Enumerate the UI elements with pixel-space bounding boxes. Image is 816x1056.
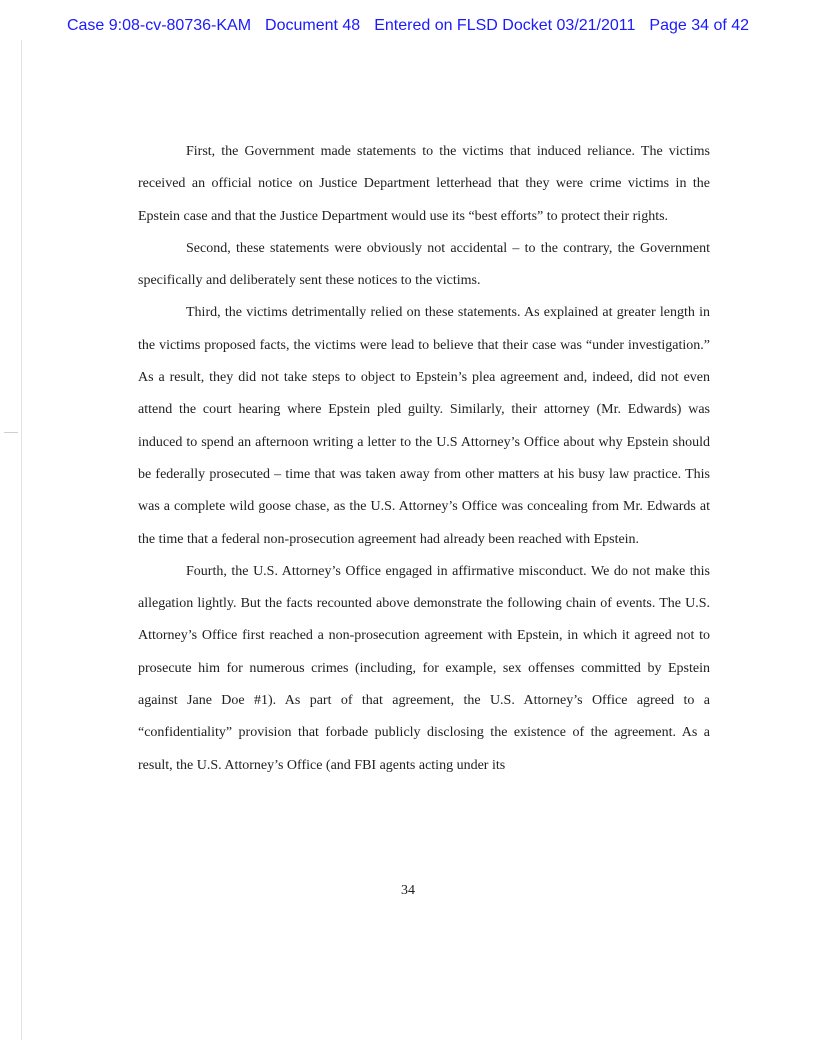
page-of-pages: Page 34 of 42 xyxy=(649,17,750,34)
case-number: Case 9:08-cv-80736-KAM xyxy=(66,17,252,34)
page-number: 34 xyxy=(401,883,415,898)
docket-header xyxy=(0,17,816,35)
paragraph-third: Third, the victims detrimentally relied on these statements. As explained at greater length in the victims proposed facts, the victims were lead to believe that their case was “under investigation.” As a result, they did not take steps to object to Epstein’s plea agreement and, indeed, did not even attend the court hearing where Epstein pled guilty. Similarly, their attorney (Mr. Edwards) was induced to spend an afternoon writing a letter to the U.S Attorney’s Office about why Epstein should be federally prosecuted – time that was taken away from other matters at his busy law practice. This was a complete wild goose chase, as the U.S. Attorney’s Office was concealing from Mr. Edwards at the time that a federal non-prosecution agreement had already been reached with Epstein. xyxy=(138,305,710,547)
scan-margin-mark xyxy=(4,432,18,433)
paragraph-fourth: Fourth, the U.S. Attorney’s Office engaged in affirmative misconduct. We do not make this allegation lightly. But the facts recounted above demonstrate the following chain of events. The U.S. Attorney’s Office first reached a non-prosecution agreement with Epstein, in which it agreed not to prosecute him for numerous crimes (including, for example, sex offenses committed by Epstein against Jane Doe #1). As part of that agreement, the U.S. Attorney’s Office agreed to a “confidentiality” provision that forbade publicly disclosing the existence of the agreement. As a result, the U.S. Attorney’s Office (and FBI agents acting under its xyxy=(138,563,710,773)
paragraph-first: First, the Government made statements to the victims that induced reliance. The victims received an official notice on Justice Department letterhead that they were crime victims in the Epstein case and that the Justice Department would use its “best efforts” to protect their rights. xyxy=(138,144,710,224)
document-number: Document 48 xyxy=(265,17,361,34)
body-text xyxy=(138,136,710,782)
paragraph-second: Second, these statements were obviously not accidental – to the contrary, the Government specifically and deliberately sent these notices to the victims. xyxy=(138,240,710,289)
docket-entry-date: Entered on FLSD Docket 03/21/2011 xyxy=(374,17,636,34)
